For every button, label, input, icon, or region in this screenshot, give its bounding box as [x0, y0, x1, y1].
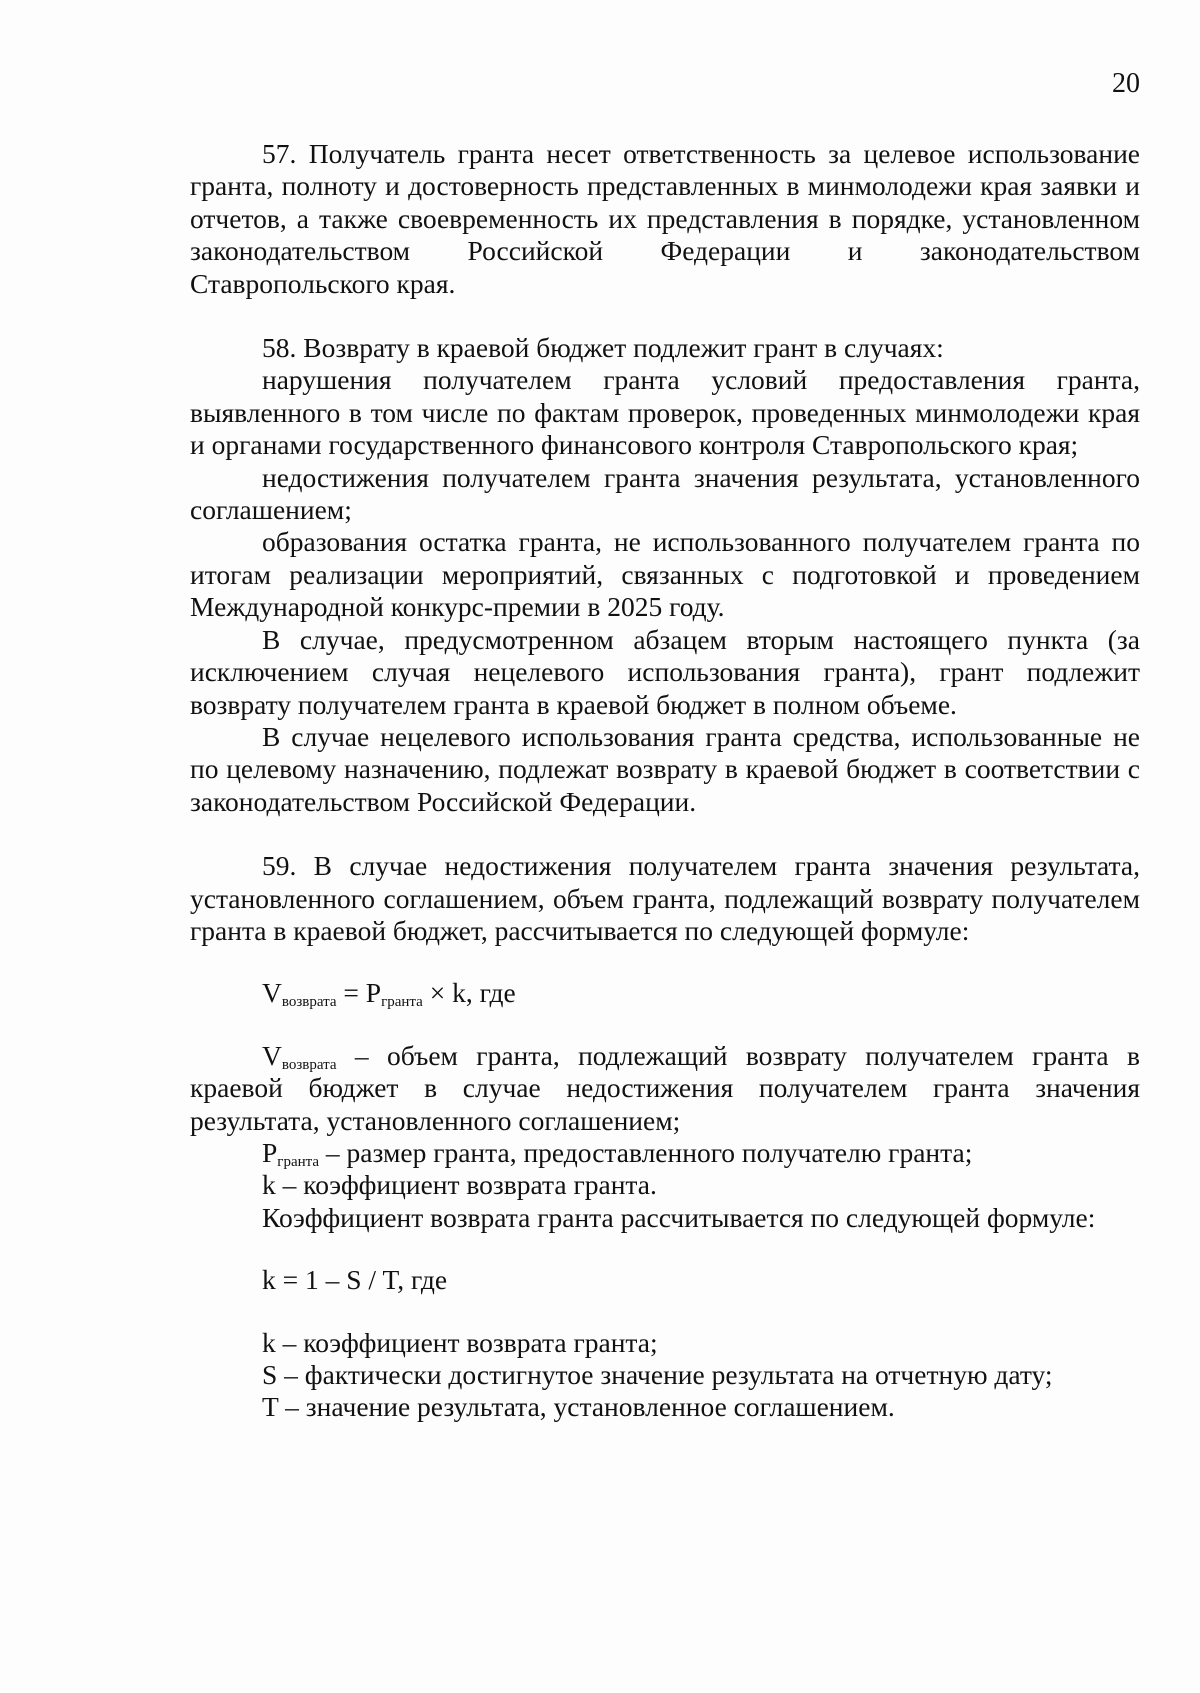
paragraph-58-case-2: недостижения получателем гранта значения результата, установленного соглашением; [190, 461, 1140, 526]
formula-rest: × k, где [422, 977, 516, 1009]
definition-2-t: T – значение результата, установленное соглашением. [262, 1391, 895, 1423]
definition-2-k: k – коэффициент возврата гранта; [262, 1326, 658, 1358]
formula-p-subscript: гранта [381, 994, 423, 1011]
definition-p-subscript: гранта [277, 1153, 320, 1170]
formula-v-symbol: V [262, 977, 282, 1009]
definition-k: k – коэффициент возврата гранта. [262, 1169, 657, 1201]
definition-v-subscript: возврата [281, 1056, 337, 1073]
definition-p-symbol: P [262, 1136, 278, 1168]
document-body [190, 138, 1140, 1424]
definition-v-text: – объем гранта, подлежащий возврату получателем гранта в краевой бюджет в случае недостижения получателем гранта значения результата, установленного соглашением; [190, 1039, 1140, 1136]
definition-p-grant [190, 1137, 1140, 1169]
paragraph-58-note-2: В случае нецелевого использования гранта средства, использованные не по целевому назначению, подлежат возврату в краевой бюджет в соответствии с законодательством Российской Федерации. [190, 720, 1140, 817]
formula-coefficient: k = 1 – S / T, где [262, 1264, 448, 1296]
formula-v-subscript: возврата [281, 994, 337, 1011]
paragraph-57: 57. Получатель гранта несет ответственность за целевое использование гранта, полноту и достоверность представленных в минмолодежи края заявки и отчетов, а также своевременность их представления в порядке, установленном законодательством Российской Федерации и законодательством Ставропольского края. [190, 138, 1140, 299]
paragraph-58-note-1: В случае, предусмотренном абзацем вторым настоящего пункта (за исключением случая нецелевого использования гранта), грант подлежит возврату получателем гранта в краевой бюджет в полном объеме. [190, 623, 1140, 720]
paragraph-58-intro: 58. Возврату в краевой бюджет подлежит грант в случаях: [262, 332, 944, 364]
formula-p-symbol: P [365, 977, 382, 1009]
definition-v-symbol: V [262, 1039, 282, 1071]
formula-refund-volume [190, 977, 1140, 1009]
definition-2-s: S – фактически достигнутое значение результата на отчетную дату; [262, 1359, 1053, 1390]
paragraph-58-case-3: образования остатка гранта, не использованного получателем гранта по итогам реализации мероприятий, связанных с подготовкой и проведением Международной конкурс-премии в 2025 году. [190, 526, 1140, 623]
page-number: 20 [1112, 68, 1140, 99]
definition-v-refund [190, 1040, 1140, 1137]
paragraph-59-intro: 59. В случае недостижения получателем гранта значения результата, установленного соглашением, объем гранта, подлежащий возврату получателем гранта в краевой бюджет, рассчитывается по следующей формуле: [190, 850, 1140, 946]
formula-equals: = [336, 977, 366, 1009]
definition-p-text: – размер гранта, предоставленного получателю гранта; [319, 1136, 973, 1168]
coefficient-intro: Коэффициент возврата гранта рассчитывается по следующей формуле: [262, 1201, 1096, 1233]
paragraph-58-case-1: нарушения получателем гранта условий предоставления гранта, выявленного в том числе по фактам проверок, проведенных минмолодежи края и органами государственного финансового контроля Ставропольского края; [190, 364, 1140, 461]
